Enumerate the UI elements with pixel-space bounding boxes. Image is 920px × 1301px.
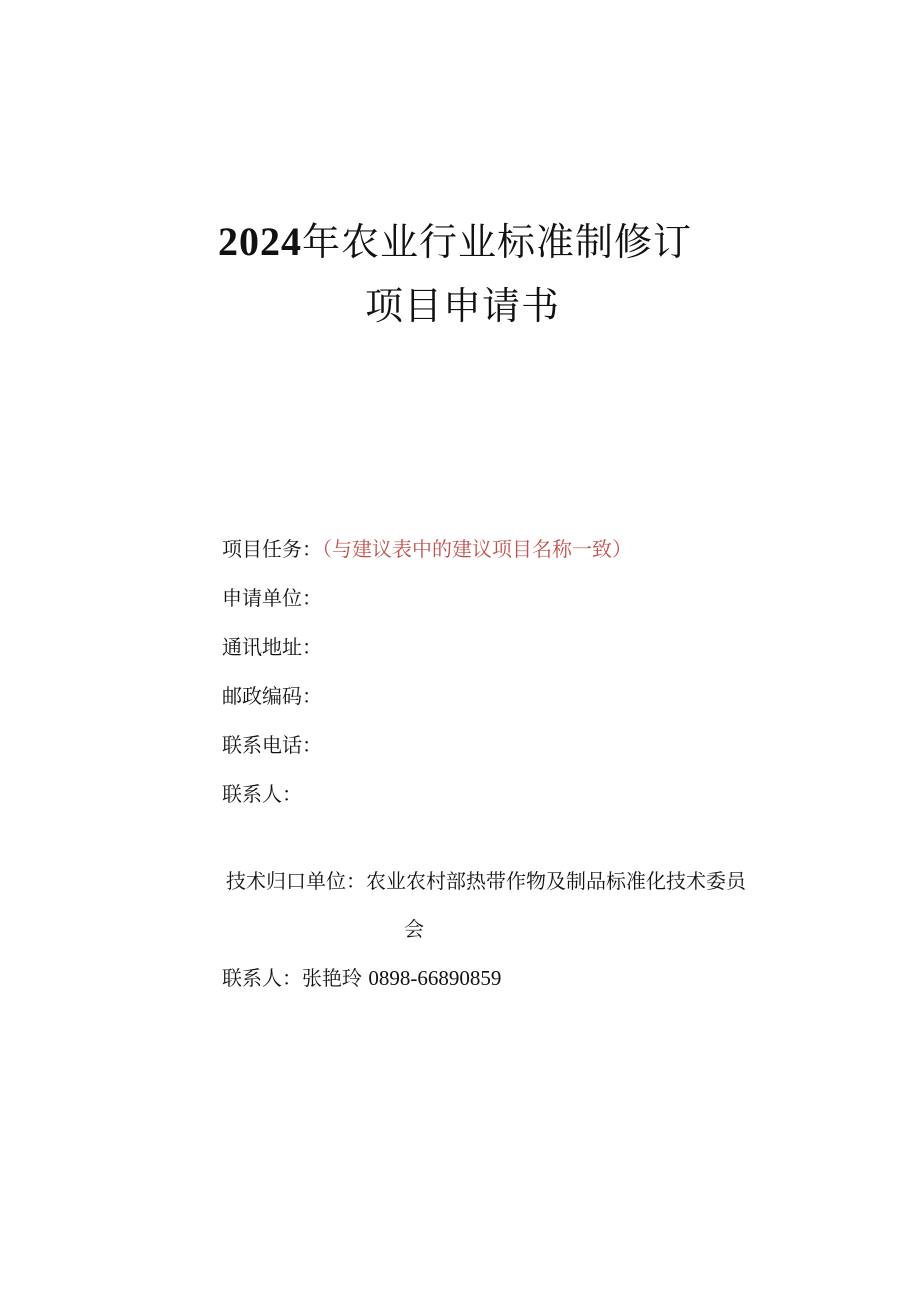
technical-contact xyxy=(222,965,501,991)
technical-unit-line-2: 会 xyxy=(404,917,424,941)
technical-unit-line-1 xyxy=(226,868,746,894)
field-mailing-address xyxy=(222,634,322,660)
project-task-hint: （与建议表中的建议项目名称一致） xyxy=(322,537,632,561)
technical-contact-phone: 0898-66890859 xyxy=(368,966,502,990)
technical-contact-label: 联系人： xyxy=(222,966,302,990)
document-title-line-2: 项目申请书 xyxy=(365,284,561,328)
contact-person-label: 联系人： xyxy=(222,782,302,806)
technical-unit-label: 技术归口单位： xyxy=(226,869,366,893)
field-applicant-unit xyxy=(222,585,322,611)
document-title-line-1 xyxy=(218,220,692,264)
field-project-task xyxy=(222,536,632,562)
title-year: 2024 xyxy=(218,219,302,264)
technical-contact-name: 张艳玲 xyxy=(302,966,362,990)
postal-code-label: 邮政编码： xyxy=(222,684,322,708)
field-contact-phone xyxy=(222,732,322,758)
technical-unit-value: 农业农村部热带作物及制品标准化技术委员 xyxy=(366,869,746,893)
title-text: 年农业行业标准制修订 xyxy=(302,220,693,264)
mailing-address-label: 通讯地址： xyxy=(222,635,322,659)
contact-phone-label: 联系电话： xyxy=(222,733,322,757)
field-postal-code xyxy=(222,683,322,709)
field-contact-person xyxy=(222,781,302,807)
project-task-label: 项目任务： xyxy=(222,537,322,561)
applicant-unit-label: 申请单位： xyxy=(222,586,322,610)
